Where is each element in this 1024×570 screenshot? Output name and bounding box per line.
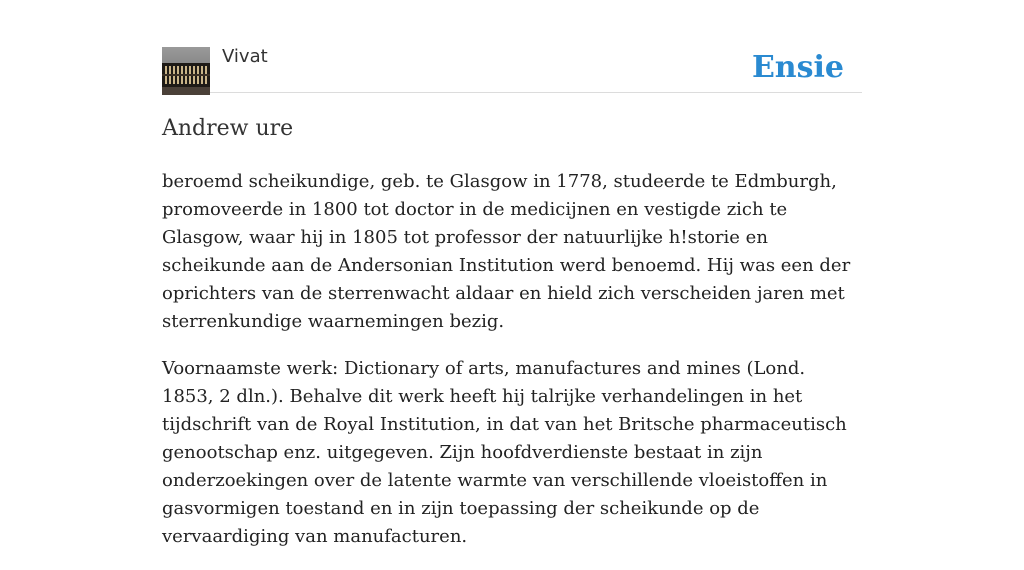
header — [162, 0, 862, 93]
article-paragraph: beroemd scheikundige, geb. te Glasgow in 1778, studeerde te Edmburgh, promoveerde in 1800 tot doctor in de medicijnen en vestigde zich te Glasgow, waar hij in 1805 tot professor der natuurlijke h!storie en scheikunde aan de Andersonian Institution werd benoemd. Hij was een der oprichters van de sterrenwacht aldaar en hield zich verscheiden jaren met sterrenkundige waarnemingen bezig. — [162, 171, 851, 332]
bookshelf-icon — [162, 47, 210, 95]
article-body — [162, 168, 862, 570]
article-page — [162, 0, 862, 547]
author-avatar[interactable] — [162, 47, 210, 95]
article-title: Andrew ure — [162, 116, 294, 141]
article-paragraph: Voornaamste werk: Dictionary of arts, manufactures and mines (Lond. 1853, 2 dln.). Behalve dit werk heeft hij talrijke verhandelingen in het tijdschrift van de Royal Institution, in dat van het Britsche pharmaceutisch genootschap enz. uitgegeven. Zijn hoofdverdienste bestaat in zijn onderzoekingen over de latente warmte van verschillende vloeistoffen in gasvormigen toestand en in zijn toepassing der scheikunde op de vervaardiging van manufacturen. — [162, 358, 847, 547]
author-name[interactable]: Vivat — [222, 46, 268, 67]
brand-logo[interactable]: Ensie — [751, 50, 844, 85]
